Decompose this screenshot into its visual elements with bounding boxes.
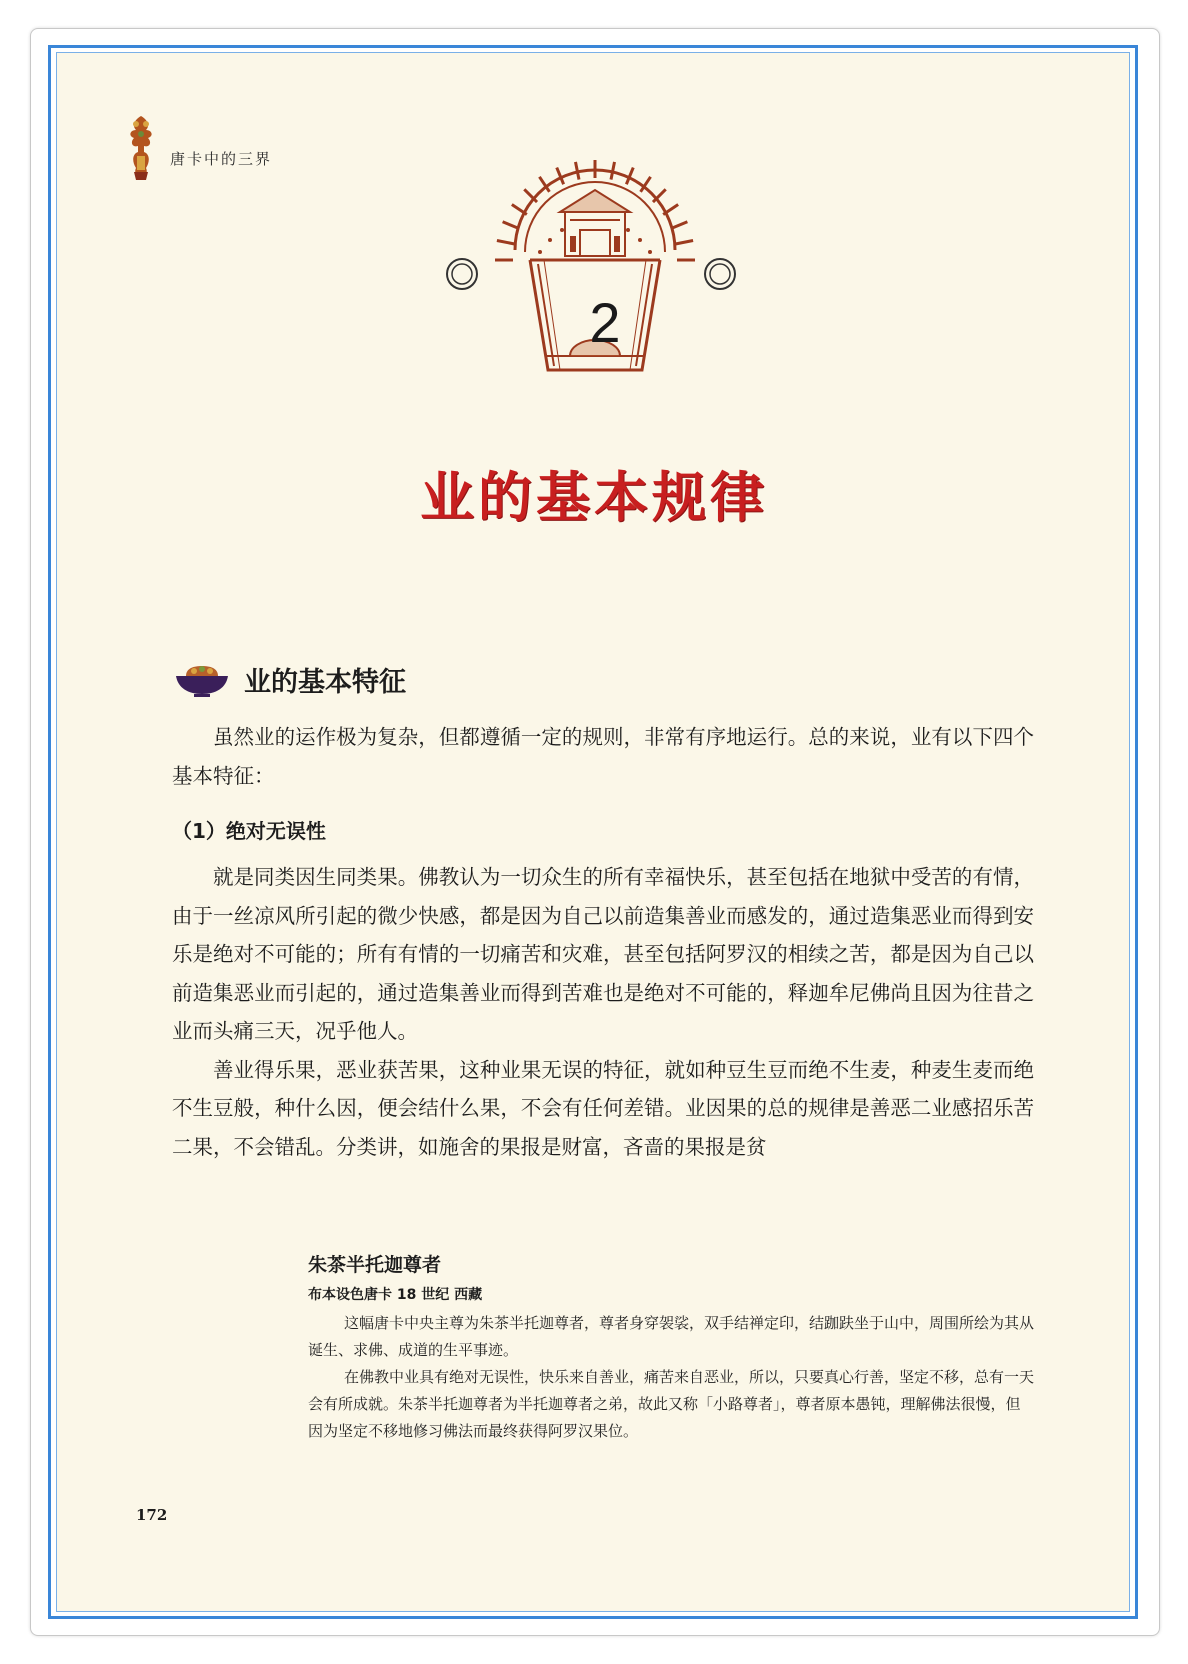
- flower-vase-icon: [124, 112, 158, 182]
- page-number: 172: [136, 1506, 168, 1524]
- caption-subtitle: 布本设色唐卡 18 世纪 西藏: [308, 1287, 483, 1303]
- circle-ornament-right: [700, 254, 740, 294]
- caption-paragraph: 在佛教中业具有绝对无误性，快乐来自善业，痛苦来自恶业，所以，只要真心行善，坚定不移，总有一天会有所成就。朱茶半托迦尊者为半托迦尊者之弟，故此又称「小路尊者」，尊者原本愚钝，理解佛法很慢，但因为坚定不移地修习佛法而最终获得阿罗汉果位。: [308, 1368, 1035, 1440]
- main-text: [172, 858, 1034, 1166]
- temple-emblem-icon: [470, 160, 720, 390]
- chapter-number: 2: [589, 291, 621, 354]
- running-title: 唐卡中的三界: [170, 150, 273, 168]
- chapter-title: 业的基本规律: [420, 466, 768, 529]
- caption-paragraph: 这幅唐卡中央主尊为朱茶半托迦尊者，尊者身穿袈裟，双手结禅定印，结跏趺坐于山中，周围所绘为其从诞生、求佛、成道的生平事迹。: [308, 1314, 1035, 1359]
- paragraph: 就是同类因生同类果。佛教认为一切众生的所有幸福快乐，甚至包括在地狱中受苦的有情，由于一丝凉风所引起的微少快感，都是因为自己以前造集善业而感发的，通过造集恶业而得到安乐是绝对不可能的；所有有情的一切痛苦和灾难，甚至包括阿罗汉的相续之苦，都是因为自己以前造集恶业而引起的，通过造集善业而得到苦难也是绝对不可能的，释迦牟尼佛尚且因为往昔之业而头痛三天，况乎他人。: [172, 865, 1034, 1043]
- paragraph: 善业得乐果，恶业获苦果，这种业果无误的特征，就如种豆生豆而绝不生麦，种麦生麦而绝不生豆般，种什么因，便会结什么果，不会有任何差错。业因果的总的规律是善恶二业感招乐苦二果，不会错乱。分类讲，如施舍的果报是财富，吝啬的果报是贫: [172, 1057, 1034, 1159]
- subsection-heading: （1）绝对无误性: [172, 819, 326, 843]
- section-heading: 业的基本特征: [244, 667, 406, 698]
- offering-bowl-icon: [172, 662, 232, 698]
- intro-text: 虽然业的运作极为复杂，但都遵循一定的规则，非常有序地运行。总的来说，业有以下四个基本特征：: [172, 725, 1034, 788]
- caption-title: 朱茶半托迦尊者: [308, 1254, 442, 1276]
- circle-ornament-left: [442, 254, 482, 294]
- intro-paragraph: [172, 718, 1034, 795]
- caption-body: [308, 1310, 1034, 1445]
